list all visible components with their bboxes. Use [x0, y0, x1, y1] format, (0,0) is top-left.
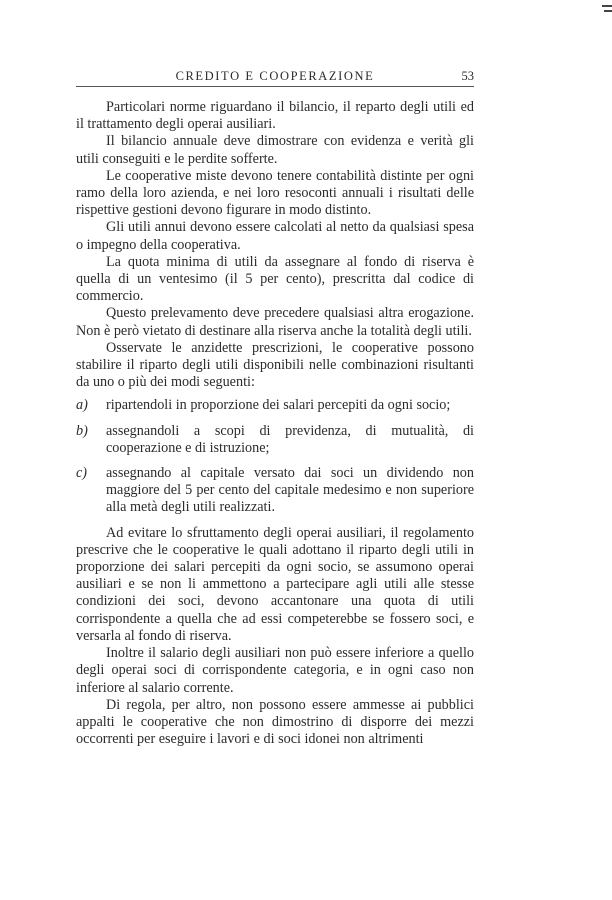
list-item-text: assegnando al capitale versato dai soci un dividendo non maggiore del 5 per cento del capitale medesimo e non superiore alla metà degli utili realizzati. [106, 465, 474, 516]
scan-edge-mark [604, 10, 612, 12]
paragraph: Questo prelevamento deve precedere qualsiasi altra erogazione. Non è però vietato di destinare alla riserva anche la totalità degli utili. [76, 305, 474, 339]
list-marker: c) [76, 465, 88, 482]
list-item [76, 423, 474, 457]
paragraph: Particolari norme riguardano il bilancio, il reparto degli utili ed il trattamento degli operai ausiliari. [76, 99, 474, 133]
running-title: CREDITO E COOPERAZIONE [175, 69, 375, 83]
list-item [76, 465, 474, 517]
paragraph: La quota minima di utili da assegnare al fondo di riserva è quella di un ventesimo (il 5 per cento), prescritta dal codice di commercio. [76, 253, 474, 305]
list-marker: a) [76, 397, 88, 414]
list-marker: b) [76, 422, 88, 439]
paragraph: Inoltre il salario degli ausiliari non può essere inferiore a quello degli operai soci di corrispondente categoria, e in ogni caso non inferiore al salario corrente. [76, 645, 474, 696]
paragraph: Ad evitare lo sfruttamento degli operai ausiliari, il regolamento prescrive che le cooperative le quali adottano il riparto degli utili in proporzione dei salari percepiti da ogni socio, se assumono operai ausiliari e se non li ammettono a partecipare agli utili alle stesse condizioni dei soci, devono accantonare una quota di utili corrispondente a quella che ad essi competerebbe se fossero soci, e versarla al fondo di riserva. [76, 524, 474, 644]
paragraph: Il bilancio annuale deve dimostrare con evidenza e verità gli utili conseguiti e le perdite sofferte. [76, 133, 474, 167]
paragraph: Osservate le anzidette prescrizioni, le cooperative possono stabilire il riparto degli utili disponibili nelle combinazioni risultanti da uno o più dei modi seguenti: [76, 339, 474, 391]
body-text [76, 99, 474, 748]
page-number: 53 [461, 69, 474, 83]
list-item-text: ripartendoli in proporzione dei salari percepiti da ogni socio; [106, 397, 451, 414]
paragraph: Di regola, per altro, non possono essere ammesse ai pubblici appalti le cooperative che non dimostrino di disporre dei mezzi occorrenti per eseguire i lavori e di soci idonei non altrimenti [76, 696, 474, 748]
scan-edge-mark [602, 5, 612, 7]
paragraph: Gli utili annui devono essere calcolati al netto da qualsiasi spesa o impegno della cooperativa. [76, 219, 474, 253]
distribution-modes-list [76, 397, 474, 516]
list-item [76, 397, 474, 414]
list-item-text: assegnandoli a scopi di previdenza, di mutualità, di cooperazione e di istruzione; [106, 422, 474, 456]
paragraph: Le cooperative miste devono tenere contabilità distinte per ogni ramo della loro azienda, e nei loro resoconti annuali i risultati delle rispettive gestioni devono figurare in modo distinto. [76, 167, 474, 219]
page-header [76, 64, 474, 87]
